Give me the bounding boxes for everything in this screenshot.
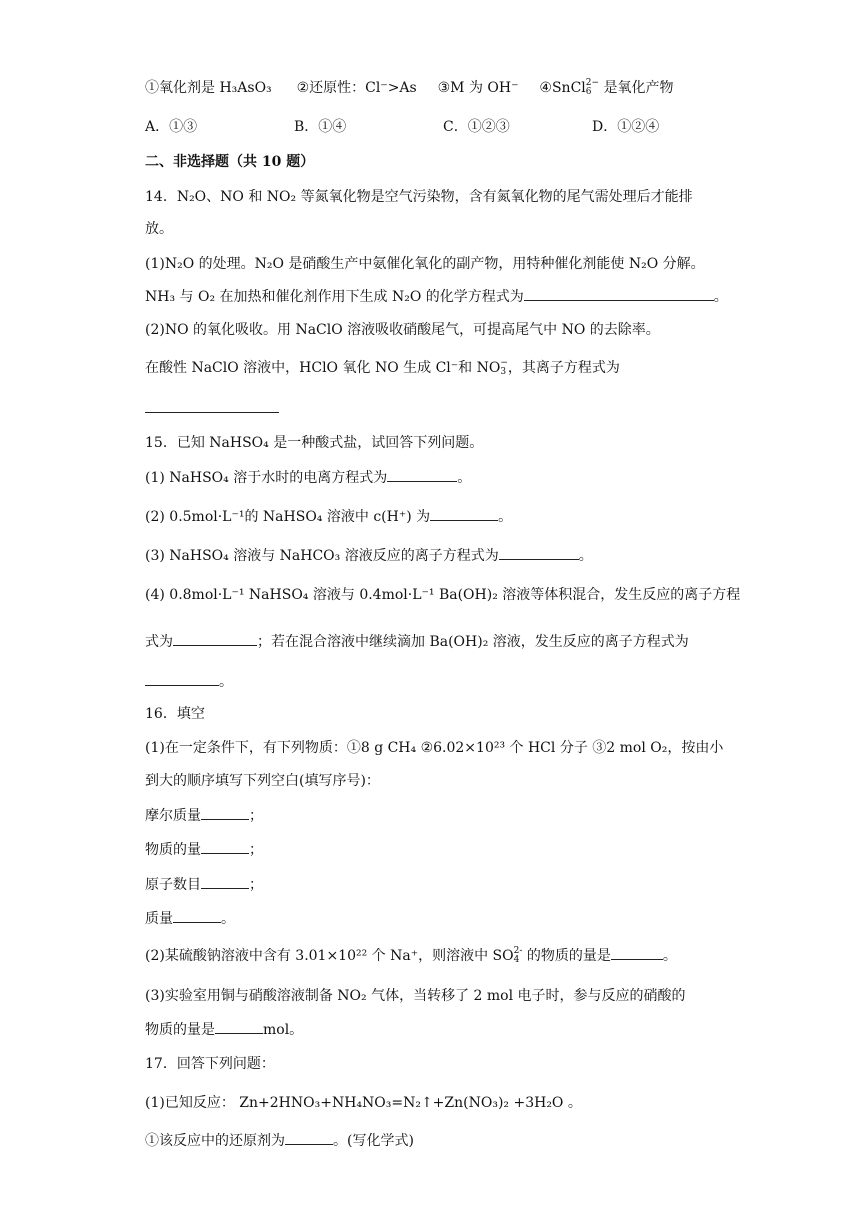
q14-part2-line2: 在酸性 NaClO 溶液中，HClO 氧化 NO 生成 Cl⁻和 NO− 3 ，其离子方程式为 xyxy=(145,358,620,377)
q15-stem: 15．已知 NaHSO₄ 是一种酸式盐，试回答下列问题。 xyxy=(145,435,484,451)
q14-stem-line2: 放。 xyxy=(145,221,173,237)
answer-blank xyxy=(611,945,663,960)
section-title: 二、非选择题（共 10 题） xyxy=(145,154,315,170)
answer-blank xyxy=(201,805,249,820)
q16-part3-line2: 物质的量是 mol。 xyxy=(145,1019,303,1040)
q13-option-a: A．①③ xyxy=(145,119,198,135)
q15-part4-line2: 式为 ；若在混合溶液中继续滴加 Ba(OH)₂ 溶液，发生反应的离子方程式为 xyxy=(145,631,689,652)
q16-fill-molar-mass: 摩尔质量 ； xyxy=(145,805,263,826)
q15-part4-line1: (4) 0.8mol·L⁻¹ NaHSO₄ 溶液与 0.4mol·L⁻¹ Ba(OH)₂ 溶液等体积混合，发生反应的离子方程 xyxy=(145,587,741,603)
q16-stem: 16．填空 xyxy=(145,706,205,722)
q17-stem: 17．回答下列问题： xyxy=(145,1056,275,1072)
q16-part1-line1: (1)在一定条件下，有下列物质：①8 g CH₄ ②6.02×10²³ 个 HCl 分子 ③2 mol O₂，按由小 xyxy=(145,740,724,756)
q16-part1-line2: 到大的顺序填写下列空白(填写序号)： xyxy=(145,773,380,789)
q13-statement-4: ④SnCl2− 6 是氧化产物 xyxy=(539,78,674,97)
q15-part3: (3) NaHSO₄ 溶液与 NaHCO₃ 溶液反应的离子方程式为 。 xyxy=(145,545,593,566)
q13-statements xyxy=(145,78,674,98)
q17-part1: (1)已知反应： Zn+2HNO₃+NH₄NO₃=N₂↑+Zn(NO₃)₂ +3H₂O 。 xyxy=(145,1095,582,1111)
answer-blank xyxy=(201,839,249,854)
q16-fill-amount: 物质的量 ； xyxy=(145,839,263,860)
q13-option-c: C．①②③ xyxy=(443,119,510,135)
q16-part2: (2)某硫酸钠溶液中含有 3.01×10²² 个 Na⁺，则溶液中 SO2- 4 的物质的量是 。 xyxy=(145,946,677,965)
q17-subpart1: ①该反应中的还原剂为 。(写化学式) xyxy=(145,1130,414,1151)
q14-part1-line2: NH₃ 与 O₂ 在加热和催化剂作用下生成 N₂O 的化学方程式为 。 xyxy=(145,286,728,307)
q15-part2: (2) 0.5mol·L⁻¹的 NaHSO₄ 溶液中 c(H⁺) 为 。 xyxy=(145,506,512,527)
answer-blank xyxy=(145,398,279,413)
q13-statement-2: ②还原性：Cl⁻>As xyxy=(296,80,417,96)
answer-blank xyxy=(201,874,249,889)
q13-statement-3: ③M 为 OH⁻ xyxy=(437,80,519,96)
q16-fill-mass: 质量 。 xyxy=(145,908,235,929)
q14-answer-line xyxy=(145,398,279,419)
q15-part4-line3: 。 xyxy=(145,671,233,692)
answer-blank xyxy=(387,467,457,482)
q15-part1: (1) NaHSO₄ 溶于水时的电离方程式为 。 xyxy=(145,467,471,488)
answer-blank xyxy=(215,1019,263,1034)
answer-blank xyxy=(173,631,257,646)
answer-blank xyxy=(430,506,498,521)
q16-fill-atoms: 原子数目 ； xyxy=(145,874,263,895)
answer-blank xyxy=(285,1130,333,1145)
answer-blank xyxy=(499,545,579,560)
q13-statement-1: ①氧化剂是 H₃AsO₃ xyxy=(145,80,272,96)
q14-part1-line1: (1)N₂O 的处理。N₂O 是硝酸生产中氨催化氧化的副产物，用特种催化剂能使 N₂O 分解。 xyxy=(145,256,705,272)
answer-blank xyxy=(524,286,714,301)
answer-blank xyxy=(173,908,221,923)
q16-part3-line1: (3)实验室用铜与硝酸溶液制备 NO₂ 气体，当转移了 2 mol 电子时，参与反应的硝酸的 xyxy=(145,988,686,1004)
q13-option-b: B．①④ xyxy=(294,119,347,135)
q14-stem-line1: 14．N₂O、NO 和 NO₂ 等氮氧化物是空气污染物，含有氮氧化物的尾气需处理后才能排 xyxy=(145,189,693,205)
q13-option-d: D．①②④ xyxy=(592,119,660,135)
q14-part2-line1: (2)NO 的氧化吸收。用 NaClO 溶液吸收硝酸尾气，可提高尾气中 NO 的去除率。 xyxy=(145,322,660,338)
answer-blank xyxy=(145,671,219,686)
